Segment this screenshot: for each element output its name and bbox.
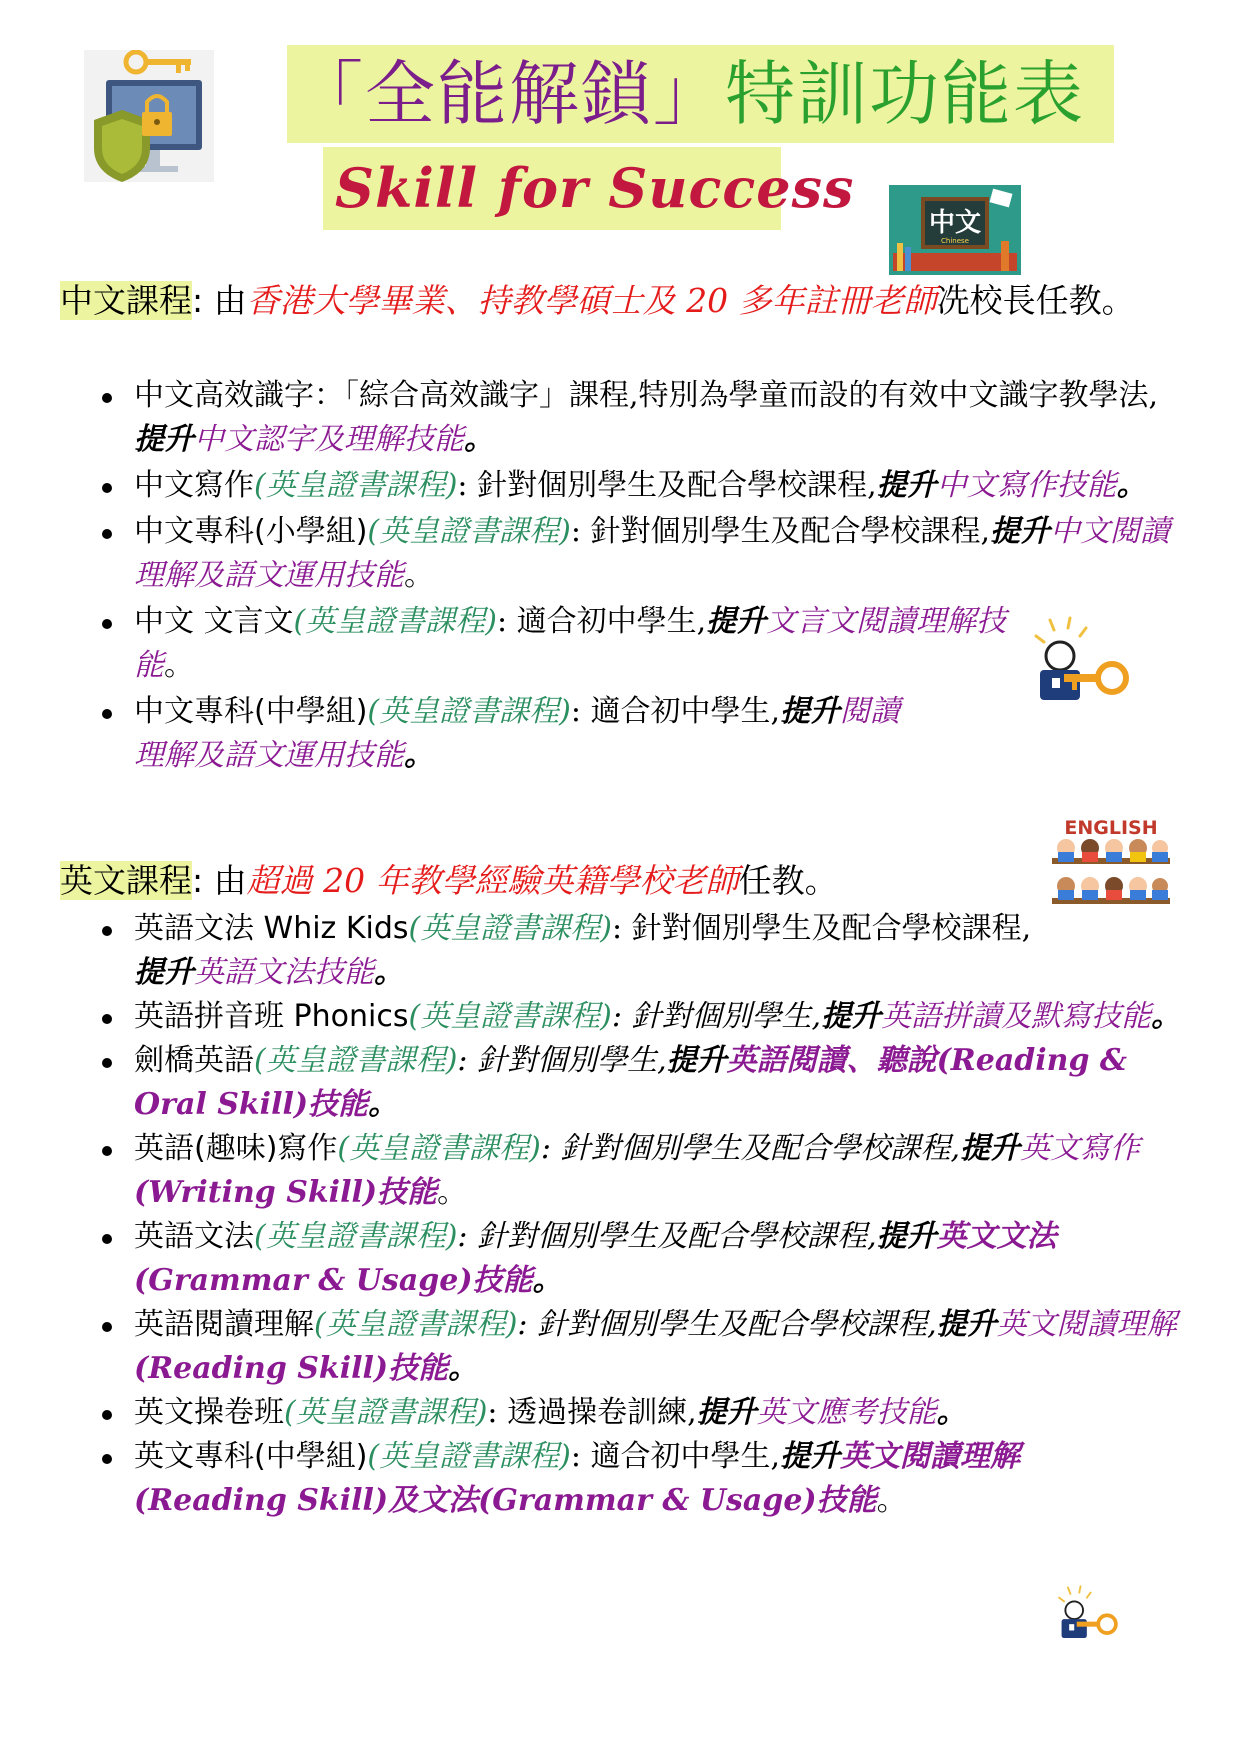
chinese-colon: : 由 — [192, 281, 247, 320]
cn-badge-text: 中文 — [928, 208, 982, 238]
title-part2: 特訓功能表 — [725, 53, 1085, 135]
list-item: 英文專科(中學組)(英皇證書課程): 適合初中學生,提升英文閱讀理解(Reading Skill)及文法(Grammar & Usage)技能。 — [96, 1435, 1186, 1523]
english-section-header — [60, 857, 1170, 905]
english-section-label: 英文課程 — [60, 861, 192, 900]
chinese-board-icon — [889, 185, 1021, 275]
en-badge-text: ENGLISH — [1064, 817, 1158, 839]
list-item: 中文專科(中學組)(英皇證書課程): 適合初中學生,提升閱讀理解及語文運用技能。 — [96, 690, 1186, 778]
list-item: 中文專科(小學組)(英皇證書課程): 針對個別學生及配合學校課程,提升中文閱讀理解及語文運用技能。 — [96, 510, 1186, 598]
english-teacher: 超過 20 年教學經驗英籍學校老師 — [246, 861, 739, 900]
subtitle: Skill for Success — [323, 147, 781, 230]
security-key-shield-icon — [84, 50, 214, 182]
list-item: 英文操卷班(英皇證書課程): 透過操卷訓練,提升英文應考技能。 — [96, 1391, 1186, 1435]
list-item: 英語閱讀理解(英皇證書課程): 針對個別學生及配合學校課程,提升英文閱讀理解 (Reading Skill)技能。 — [96, 1303, 1186, 1391]
chinese-section-label: 中文課程 — [60, 281, 192, 320]
page-title — [287, 45, 1114, 143]
list-item: 英語文法(英皇證書課程): 針對個別學生及配合學校課程,提升英文文法(Grammar & Usage)技能。 — [96, 1215, 1186, 1303]
list-item: 英語(趣味)寫作(英皇證書課程): 針對個別學生及配合學校課程,提升英文寫作 (Writing Skill)技能。 — [96, 1127, 1186, 1215]
list-item: 中文寫作(英皇證書課程): 針對個別學生及配合學校課程,提升中文寫作技能。 — [96, 464, 1186, 508]
list-item: 中文高效識字：「綜合高效識字」課程,特別為學童而設的有效中文識字教學法,提升中文認字及理解技能。 — [96, 374, 1186, 462]
english-colon: : 由 — [192, 861, 247, 900]
list-item: 英語拼音班 Phonics(英皇證書課程): 針對個別學生,提升英語拼讀及默寫技能。 — [96, 995, 1186, 1039]
list-item: 英語文法 Whiz Kids(英皇證書課程): 針對個別學生及配合學校課程,提升英語文法技能。 — [96, 907, 1186, 995]
english-rest: 任教。 — [738, 861, 838, 900]
list-item: 劍橋英語(英皇證書課程): 針對個別學生,提升英語閱讀、聽說(Reading & Oral Skill)技能。 — [96, 1039, 1186, 1127]
chinese-rest: 冼校長任教。 — [936, 281, 1135, 320]
chinese-section-header — [60, 277, 1170, 325]
chinese-course-list — [96, 374, 1186, 778]
chinese-teacher: 香港大學畢業、持教學碩士及 20 多年註冊老師 — [246, 281, 937, 320]
english-course-list — [96, 907, 1186, 1523]
list-item: 中文 文言文(英皇證書課程): 適合初中學生,提升文言文閱讀理解技能。 — [96, 600, 1186, 688]
lightbulb-key-icon-small — [1055, 1585, 1125, 1645]
cn-badge-sub: Chinese — [941, 237, 969, 245]
title-part1: 「全能解鎖」 — [293, 53, 725, 135]
lightbulb-key-icon — [1030, 616, 1140, 711]
